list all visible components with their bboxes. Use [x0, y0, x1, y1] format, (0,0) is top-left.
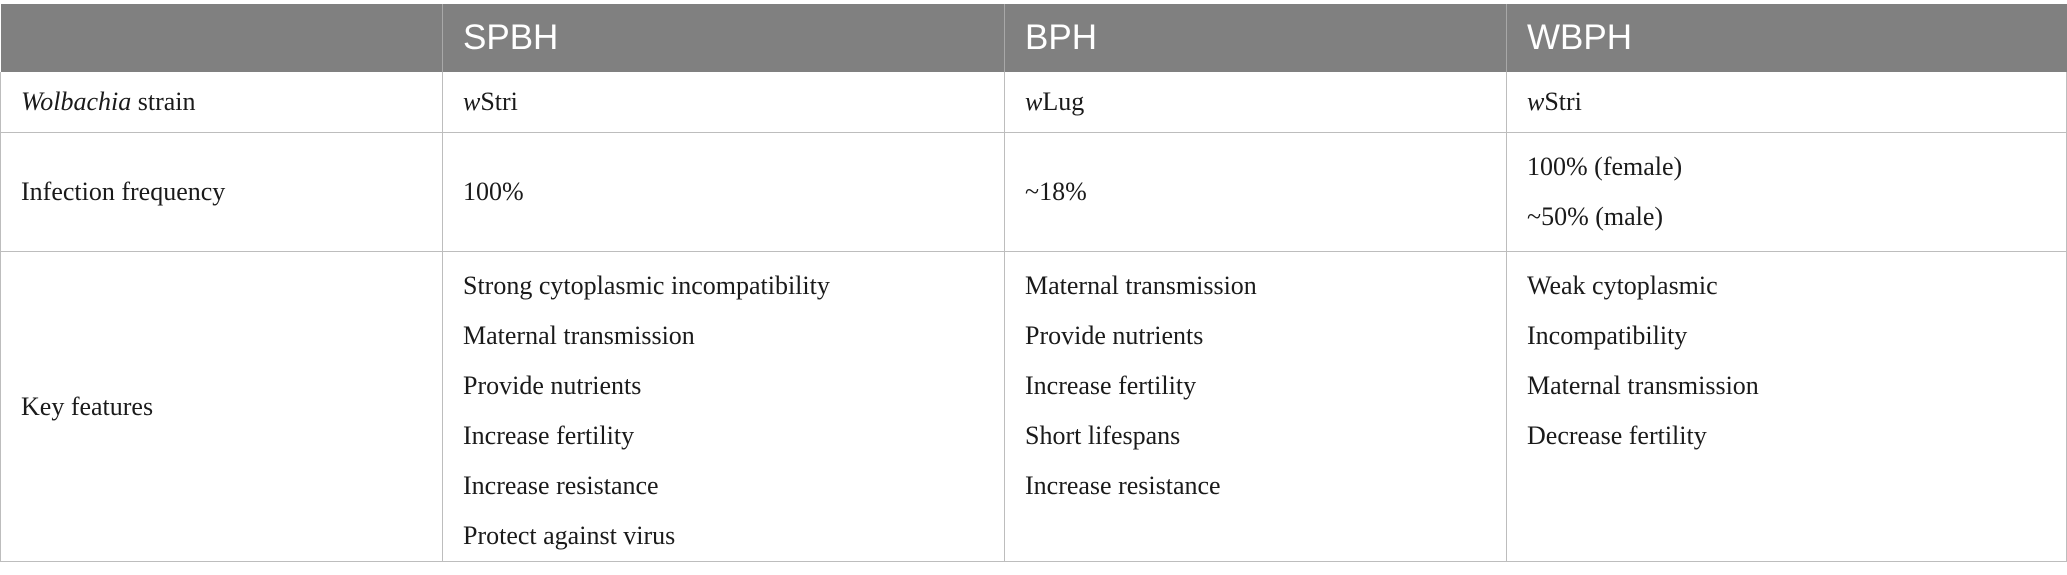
- comparison-table-container: [0, 4, 2067, 562]
- strain-name-wbph: Stri: [1544, 87, 1582, 116]
- cell-frequency-wbph: [1507, 133, 2067, 252]
- feature-item: Maternal transmission: [1025, 271, 1257, 300]
- feature-item: Decrease fertility: [1527, 421, 1707, 450]
- feature-item: Maternal transmission: [463, 321, 695, 350]
- cell-strain-spbh: [443, 72, 1005, 133]
- row-label-strain: [1, 72, 443, 133]
- feature-item: Maternal transmission: [1527, 371, 1759, 400]
- strain-prefix-wbph: w: [1527, 87, 1545, 116]
- table-row-features: [1, 252, 2067, 562]
- header-spbh: SPBH: [443, 4, 1005, 72]
- feature-item: Increase resistance: [1025, 471, 1221, 500]
- feature-item: Strong cytoplasmic incompatibility: [463, 271, 830, 300]
- feature-item: Provide nutrients: [1025, 321, 1204, 350]
- feature-item: Provide nutrients: [463, 371, 642, 400]
- row-label-strain-italic: Wolbachia: [21, 87, 132, 116]
- table-header: [1, 4, 2067, 72]
- row-label-strain-rest: strain: [131, 87, 196, 116]
- cell-strain-wbph: [1507, 72, 2067, 133]
- cell-features-spbh: [443, 252, 1005, 562]
- cell-features-wbph: [1507, 252, 2067, 562]
- row-label-features: Key features: [1, 252, 443, 562]
- frequency-wbph-line: 100% (female): [1527, 152, 1683, 181]
- table-body: [1, 72, 2067, 562]
- feature-item: Weak cytoplasmic: [1527, 271, 1718, 300]
- header-bph: BPH: [1005, 4, 1507, 72]
- frequency-wbph-line: ~50% (male): [1527, 202, 1664, 231]
- header-wbph: WBPH: [1507, 4, 2067, 72]
- feature-item: Incompatibility: [1527, 321, 1688, 350]
- table-row-strain: [1, 72, 2067, 133]
- feature-item: Increase fertility: [463, 421, 635, 450]
- cell-strain-bph: [1005, 72, 1507, 133]
- header-row: [1, 4, 2067, 72]
- feature-item: Protect against virus: [463, 521, 676, 550]
- cell-frequency-spbh: 100%: [443, 133, 1005, 252]
- row-label-frequency: Infection frequency: [1, 133, 443, 252]
- table-row-frequency: [1, 133, 2067, 252]
- wolbachia-comparison-table: [0, 4, 2067, 562]
- cell-features-bph: [1005, 252, 1507, 562]
- feature-item: Short lifespans: [1025, 421, 1181, 450]
- strain-name-spbh: Stri: [480, 87, 518, 116]
- cell-frequency-bph: ~18%: [1005, 133, 1507, 252]
- strain-prefix-bph: w: [1025, 87, 1043, 116]
- header-empty-cell: [1, 4, 443, 72]
- feature-item: Increase fertility: [1025, 371, 1197, 400]
- strain-name-bph: Lug: [1042, 87, 1085, 116]
- strain-prefix-spbh: w: [463, 87, 481, 116]
- feature-item: Increase resistance: [463, 471, 659, 500]
